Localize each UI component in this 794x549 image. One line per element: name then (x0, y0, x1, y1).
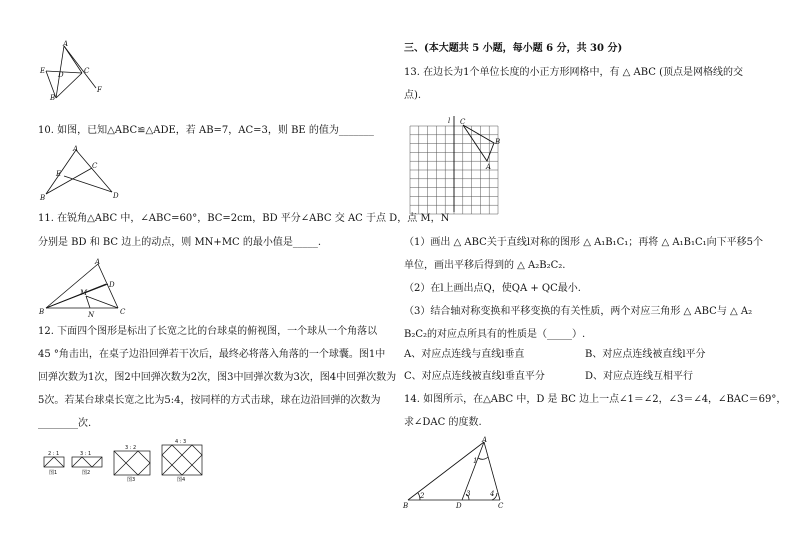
q12-ratio-4: 4 : 3 (175, 439, 187, 445)
q14-figure (400, 436, 510, 512)
q12-ratio-3: 3 : 2 (125, 445, 137, 451)
q14-label-1: 1 (473, 457, 478, 465)
q9-label-f: F (97, 86, 102, 94)
q9-label-d: D (58, 71, 64, 79)
q13-label-a: A (486, 163, 492, 171)
q10-figure (38, 146, 123, 201)
q9-label-e: E (40, 67, 46, 75)
q12-line1: 12. 下面四个图形是标出了长宽之比的台球桌的俯视图，一个球从一个角落以 (38, 326, 378, 337)
q10-label-c: C (92, 162, 98, 170)
q11-label-a: A (95, 258, 101, 266)
q9-label-b: B (50, 94, 56, 102)
q14-label-b: B (403, 502, 409, 510)
q10-label-d: D (113, 192, 119, 200)
q9-label-c: C (84, 67, 90, 75)
q13-label-c: C (460, 118, 466, 126)
q13-sub1-line1: （1）画出 △ ABC关于直线l对称的图形 △ A₁B₁C₁；再将 △ A₁B₁C₁向下平移5个 (404, 237, 763, 248)
q13-sub3-line2: B₂C₂的对应点所具有的性质是（_____）. (404, 329, 586, 340)
q13-option-c: C、对应点连线被直线l垂直平分 (404, 371, 545, 382)
q14-label-c: C (498, 502, 504, 510)
q12-line2: 45 °角击出，在桌子边沿回弹若干次后，最终必将落入角落的一个球囊。图1中 (38, 349, 386, 360)
q13-grid (406, 114, 502, 214)
q9-figure (38, 40, 108, 100)
q12-ratio-1: 2 : 1 (48, 451, 60, 457)
q14-label-2: 2 (420, 492, 425, 500)
q13-label-l: l (448, 117, 451, 125)
q11-figure (38, 258, 128, 320)
section-three-title: 三、(本大题共 5 小题，每小题 6 分，共 30 分) (404, 43, 623, 54)
q11-label-n: N (88, 311, 95, 319)
q12-ratio-2: 3 : 1 (80, 451, 92, 457)
q12-caption-1: 图1 (49, 470, 58, 476)
q14-label-d: D (456, 502, 462, 510)
q13-option-b: B、对应点连线被直线l平分 (585, 349, 706, 360)
q10-label-e: E (56, 170, 62, 178)
q13-label-b: B (495, 138, 501, 146)
q12-caption-3: 图3 (127, 477, 136, 483)
q9-label-a: A (63, 40, 69, 48)
q12-line3: 回弹次数为1次，图2中回弹次数为2次，图3中回弹次数为3次，图4中回弹次数为 (38, 372, 397, 383)
q14-label-a: A (482, 436, 488, 444)
q10-text: 10. 如图，已知△ABC≌△ADE，若 AB=7，AC=3，则 BE 的值为_______ (38, 125, 374, 136)
q14-label-3: 3 (466, 490, 471, 498)
q14-line1: 14. 如图所示，在△ABC 中，D 是 BC 边上一点∠1＝∠2，∠3＝∠4，∠BAC＝69°， (404, 394, 787, 405)
q13-option-d: D、对应点连线互相平行 (585, 371, 694, 382)
q10-label-b: B (40, 194, 46, 202)
q13-sub2: （2）在l上画出点Q，使QA + QC最小. (404, 283, 581, 294)
q11-line1: 11. 在锐角△ABC 中，∠ABC=60°，BC=2cm，BD 平分∠ABC 交 AC 于点 D，点 M，N (38, 213, 450, 224)
q11-label-d: D (109, 281, 115, 289)
q13-sub3-line1: （3）结合轴对称变换和平移变换的有关性质，两个对应三角形 △ ABC与 △ A₂ (404, 306, 753, 317)
q14-line2: 求∠DAC 的度数. (404, 417, 482, 428)
q11-line2: 分别是 BD 和 BC 边上的动点，则 MN+MC 的最小值是_____. (38, 237, 322, 248)
q11-label-m: M (80, 289, 88, 297)
q12-line5: ________次. (38, 418, 92, 429)
q11-label-c: C (120, 308, 126, 316)
q12-caption-2: 图2 (82, 470, 91, 476)
q10-label-a: A (73, 145, 79, 153)
q13-sub1-line2: 单位，画出平移后得到的 △ A₂B₂C₂. (404, 260, 566, 271)
q13-line1: 13. 在边长为1个单位长度的小正方形网格中，有 △ ABC (顶点是网格线的交 (404, 67, 743, 78)
q12-figures (42, 435, 212, 483)
q12-line4: 5次。若某台球桌长宽之比为5:4，按同样的方式击球，球在边沿回弹的次数为 (38, 395, 381, 406)
q13-option-a: A、对应点连线与直线l垂直 (404, 349, 525, 360)
q14-label-4: 4 (490, 490, 495, 498)
q11-label-b: B (39, 308, 45, 316)
q13-line2: 点). (404, 90, 422, 101)
q12-caption-4: 图4 (177, 477, 186, 483)
